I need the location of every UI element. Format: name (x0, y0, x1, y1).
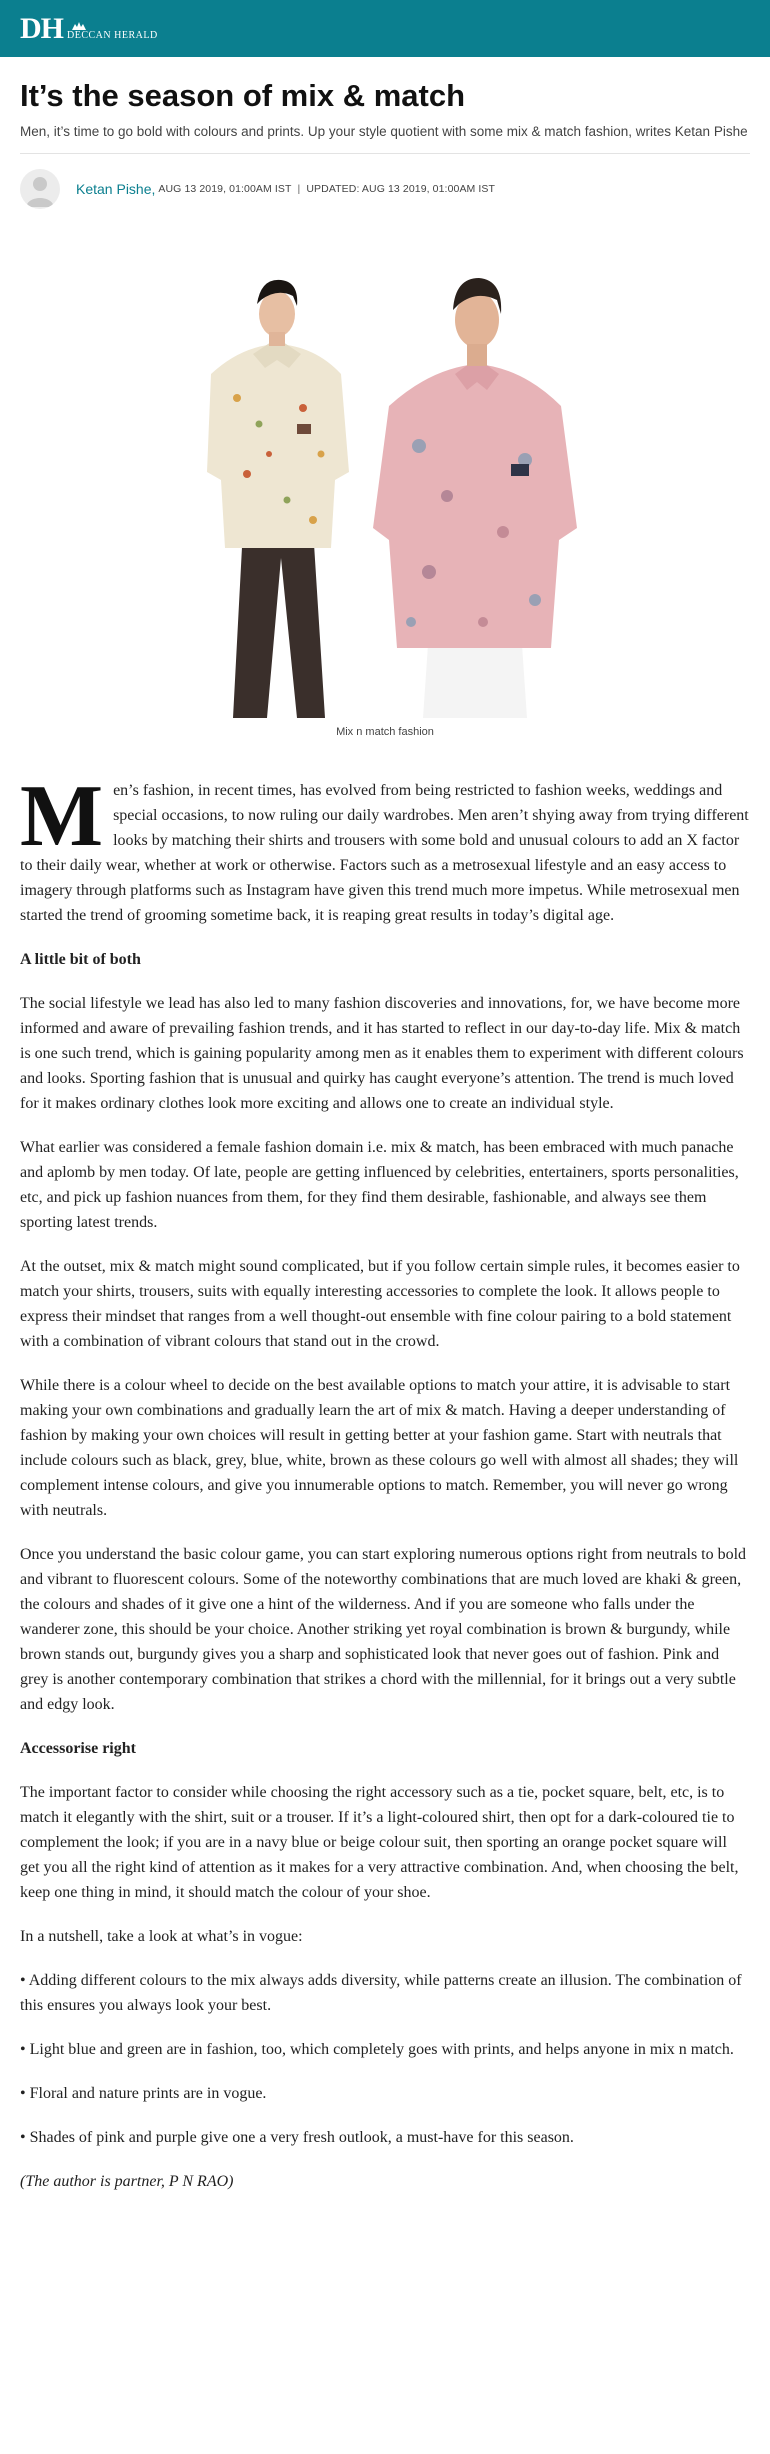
paragraph: The social lifestyle we lead has also led to many fashion discoveries and innovations, for, we have become more informed and aware of prevailing fashion trends, and it has started to reflect in our day-to-day life. Mix & match is one such trend, which is gaining popularity among men as it enables them to experiment with different colours and looks. Sporting fashion that is unusual and quirky has caught everyone’s attention. The trend is much loved for it makes ordinary clothes look more exciting and allows one to create an individual style. (20, 995, 744, 1113)
fashion-photo-icon (185, 228, 585, 718)
date-separator: | (297, 183, 301, 196)
paragraph: What earlier was considered a female fashion domain i.e. mix & match, has been embraced with much panache and aplomb by men today. Of late, people are getting influenced by celebrities, entertainers, sports personalities, etc, and pick up fashion nuances from them, for they find them desirable, fashionable, and always see them sporting latest trends. (20, 1139, 739, 1232)
emblem-icon (71, 21, 87, 31)
paragraph: In a nutshell, take a look at what’s in vogue: (20, 1928, 303, 1946)
logo-wordmark (67, 21, 158, 41)
user-icon (20, 169, 60, 209)
intro-paragraph (20, 768, 750, 928)
bullet-item: • Shades of pink and purple give one a very fresh outlook, a must-have for this season. (20, 2129, 574, 2147)
article (0, 77, 770, 2194)
author-link[interactable]: Ketan Pishe, (76, 181, 156, 198)
published-date: AUG 13 2019, 01:00AM IST (158, 183, 292, 196)
bullet-item: • Adding different colours to the mix always adds diversity, while patterns create an illusion. The combination of this ensures you always look your best. (20, 1972, 742, 2015)
article-body (20, 768, 750, 2194)
site-header (0, 0, 770, 57)
paragraph: While there is a colour wheel to decide on the best available options to match your attire, it is advisable to start making your own combinations and gradually learn the art of mix & match. Having a deeper understanding of fashion by making your own choices will result in getting better at your fashion game. Start with neutrals that include colours such as black, grey, blue, white, brown as these colours go well with almost all shades; they will complement intense colours, and give you innumerable options to match. Remember, you will never go wrong with neutrals. (20, 1377, 739, 1520)
bullet-item: • Floral and nature prints are in vogue. (20, 2085, 267, 2103)
paragraph: At the outset, mix & match might sound complicated, but if you follow certain simple rules, it becomes easier to match your shirts, trousers, suits with equally interesting accessories to complete the look. It allows people to express their mindset that ranges from a well thought-out ensemble with fine colour pairing to a bold statement with a combination of vibrant colours that stand out in the crowd. (20, 1258, 740, 1351)
author-avatar (20, 169, 60, 209)
article-title: It’s the season of mix & match (20, 78, 466, 113)
drop-cap: M (20, 768, 104, 866)
article-dates (158, 183, 495, 195)
bullet-item: • Light blue and green are in fashion, too, which completely goes with prints, and helps anyone in mix n match. (20, 2041, 734, 2059)
author-credit: (The author is partner, P N RAO) (20, 2173, 234, 2191)
updated-date: UPDATED: AUG 13 2019, 01:00AM IST (306, 183, 496, 196)
intro-text: en’s fashion, in recent times, has evolved from being restricted to fashion weeks, weddings and special occasions, to now ruling our daily wardrobes. Men aren’t shying away from trying different looks by matching their shirts and trousers with some bold and unusual colours to add an X factor to their daily wear, whether at work or otherwise. Factors such as a metrosexual lifestyle and an easy access to imagery through platforms such as Instagram have given this trend much more impetus. While metrosexual men started the trend of grooming sometime back, it is reaping great results in today’s digital age. (20, 782, 749, 925)
section-heading: A little bit of both (20, 951, 141, 969)
hero-figure (20, 228, 750, 738)
paragraph: Once you understand the basic colour game, you can start exploring numerous options right from neutrals to bold and vibrant to fluorescent colours. Some of the noteworthy combinations that are much loved are khaki & green, the colours and shades of it give one a hint of the wilderness. And if you are someone who falls under the wanderer zone, this should be your choice. Another striking yet royal combination is brown & burgundy, while brown stands out, burgundy gives you a sharp and sophisticated look that never goes out of fashion. Pink and grey is another contemporary combination that strikes a chord with the millennial, for it brings out a very subtle and edgy look. (20, 1546, 747, 1714)
article-subtitle: Men, it’s time to go bold with colours and prints. Up your style quotient with some mix & match fashion, writes Ketan Pishe (20, 124, 750, 154)
byline (20, 168, 750, 210)
paragraph: The important factor to consider while choosing the right accessory such as a tie, pocket square, belt, etc, is to match it elegantly with the shirt, suit or a trouser. If it’s a light-coloured shirt, then opt for a dark-coloured tie to complement the look; if you are in a navy blue or beige colour suit, then sporting an orange pocket square will get you all the right kind of attention as it makes for a very attractive combination. And, when choosing the belt, keep one thing in mind, it should match the colour of your shoe. (20, 1784, 739, 1902)
section-heading: Accessorise right (20, 1740, 136, 1758)
logo-name: DECCAN HERALD (67, 29, 158, 41)
image-caption: Mix n match fashion (336, 726, 434, 739)
logo-mark: DH (20, 11, 63, 45)
site-logo[interactable] (20, 11, 158, 45)
